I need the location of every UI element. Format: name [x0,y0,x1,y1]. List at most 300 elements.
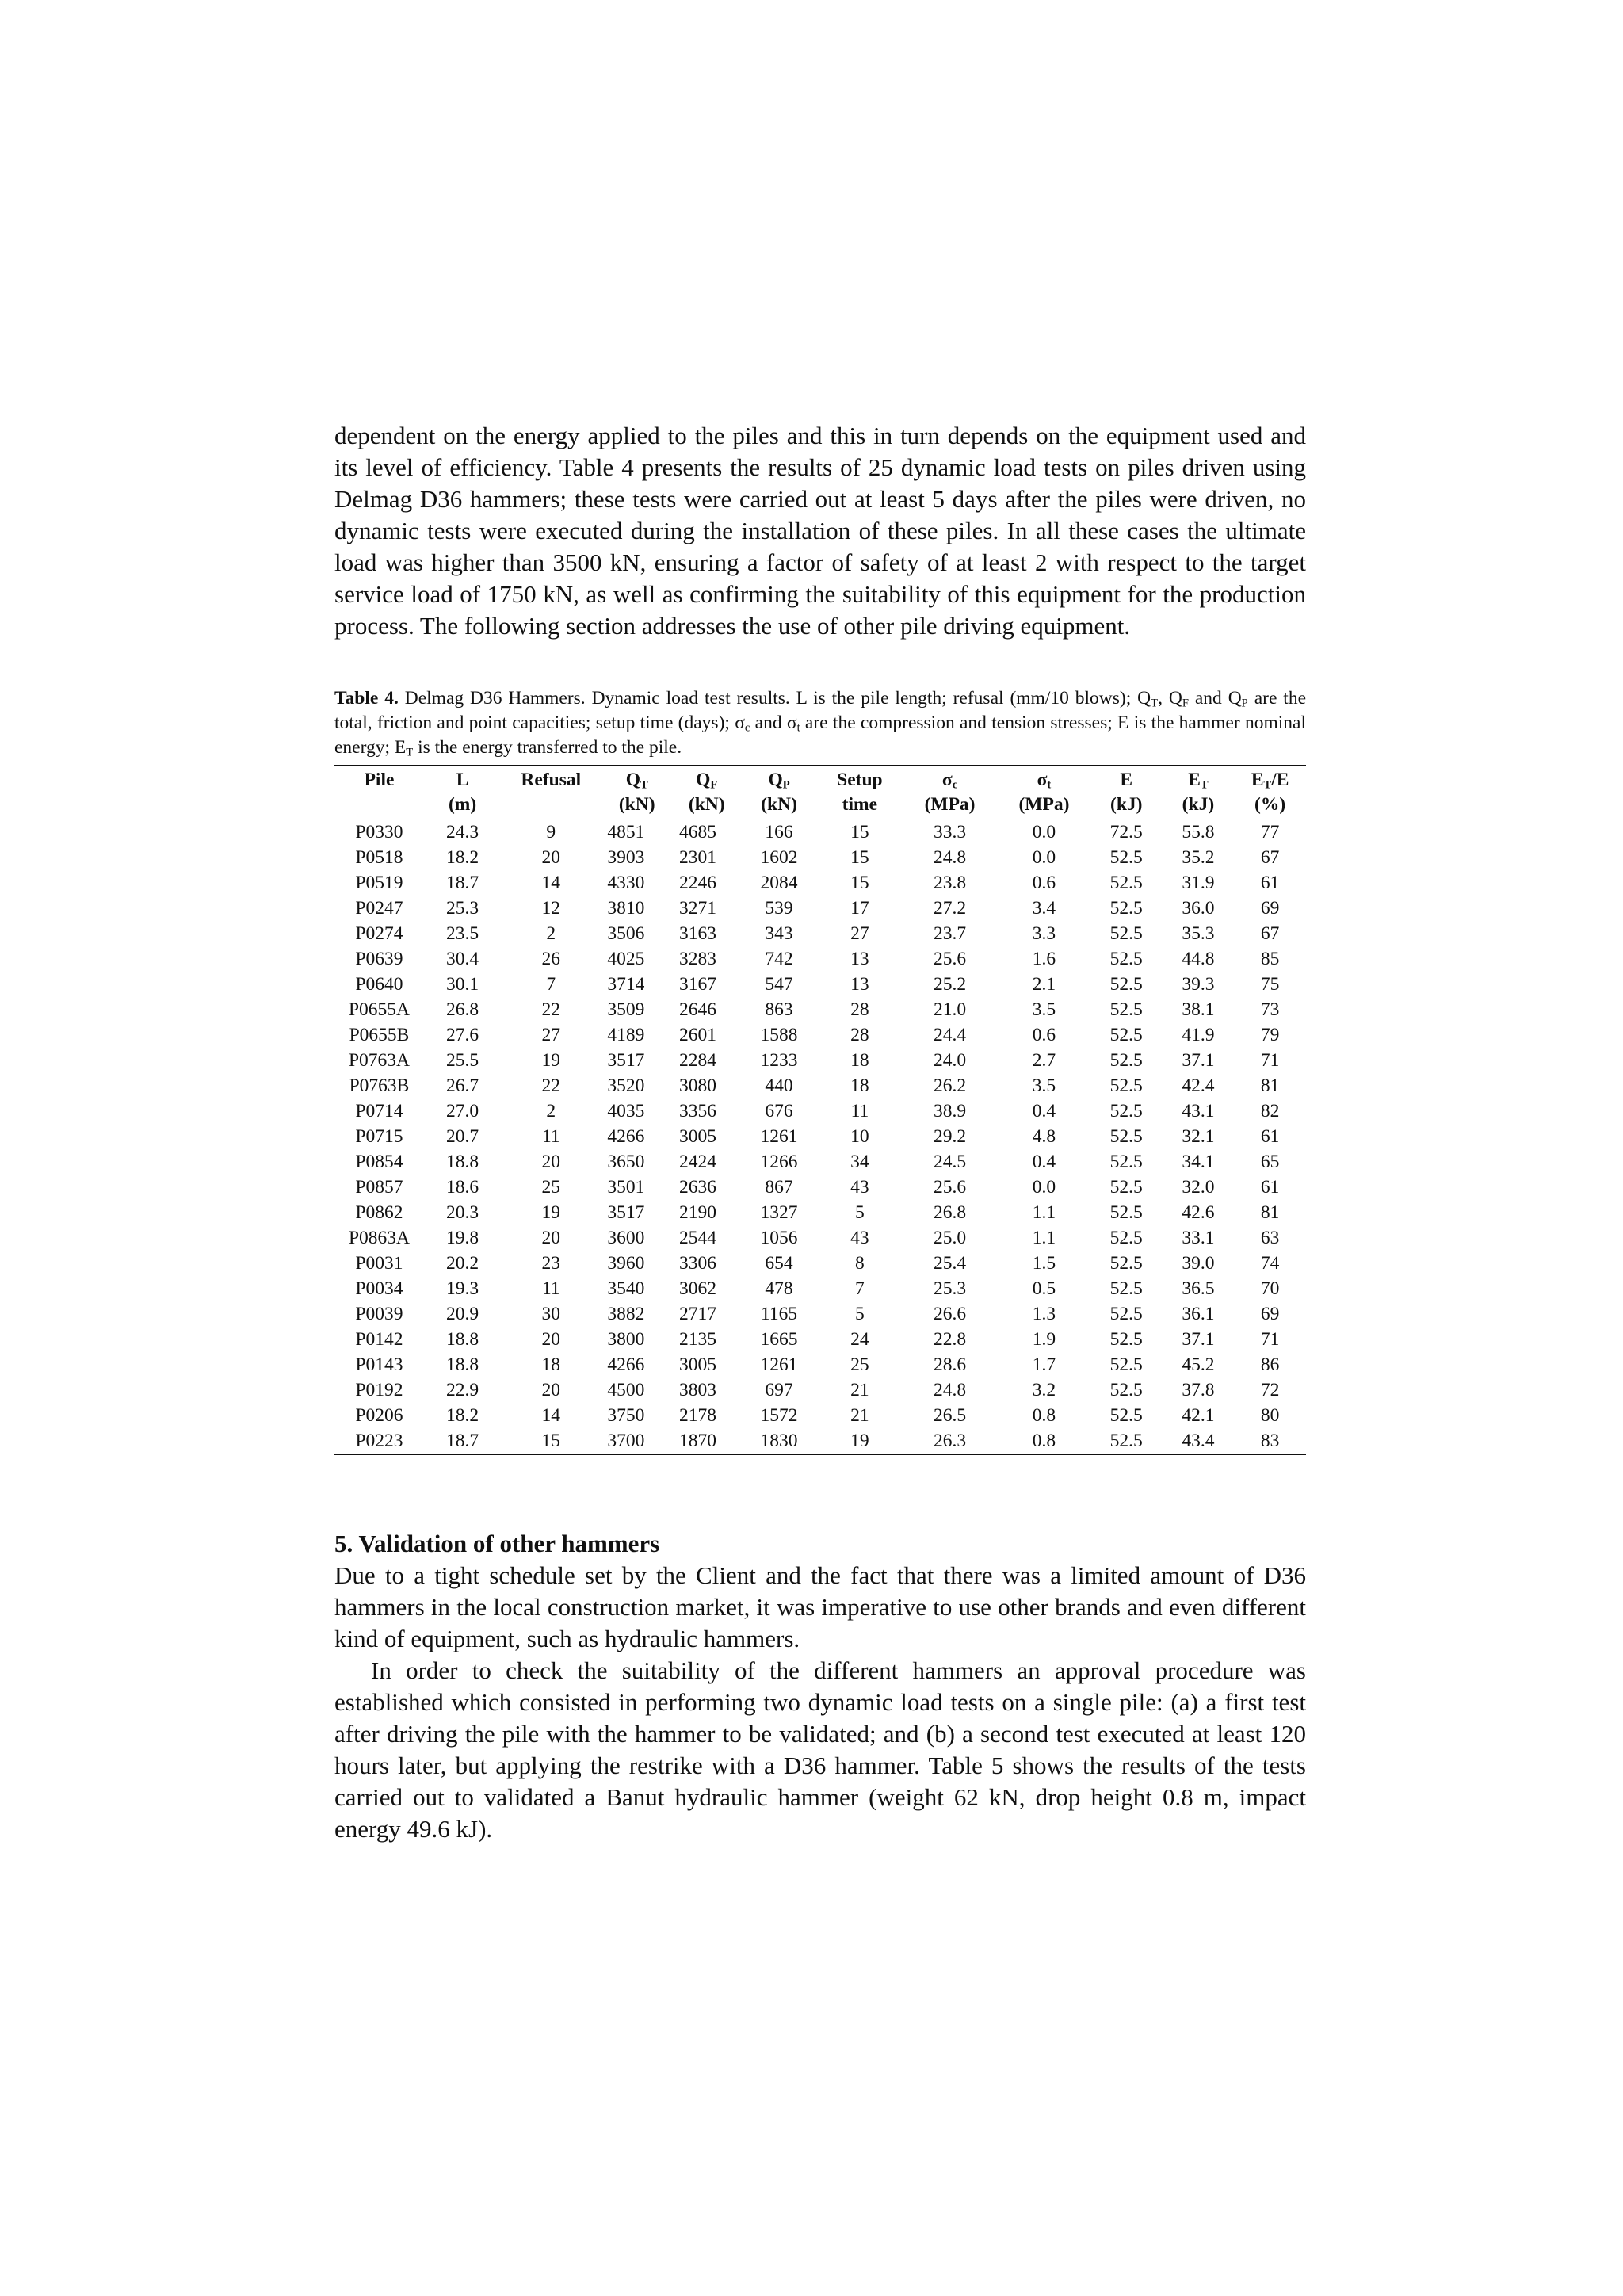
table-cell: 0.8 [998,1428,1090,1454]
table-cell: 29.2 [933,1126,967,1147]
table-cell: 43 [850,1228,869,1248]
table-cell: 34 [850,1152,869,1172]
table-cell: 52.5 [1109,847,1143,868]
table-cell: 1830 [740,1428,817,1454]
table-cell: 28.6 [933,1354,967,1375]
table-cell: 2135 [679,1329,717,1350]
table-cell: 1572 [760,1405,798,1426]
table-cell: 0.8 [1032,1405,1056,1426]
table-row [334,1428,1306,1454]
table-cell: 25 [850,1354,869,1375]
table-cell: 22.8 [933,1329,967,1350]
table-cell: 67 [1260,923,1280,944]
table-caption: Table 4. Delmag D36 Hammers. Dynamic load test results. L is the pile length; refusal (mm/10 blows); $Q_T$, $Q_F$ and $Q_P$ are the total, friction and point capacities; setup time (days); $\sigma_c$ and $\sigma_t$ are the compression and tension stresses; E is the hammer nominal energy; $E_T$ is the energy transferred to the pile. [334,688,1306,759]
table-row [334,1149,1306,1175]
table-cell: P0857 [355,1177,403,1198]
table-cell: 1.9 [1032,1329,1056,1350]
table-row [334,1276,1306,1301]
table-cell: 20 [541,1380,561,1400]
table-body [334,819,1306,1455]
table-cell: 20.9 [446,1304,479,1324]
table-row [334,1377,1306,1403]
table-cell: 3356 [679,1101,717,1121]
table-cell: 17 [850,898,869,919]
table-cell: 71 [1260,1329,1280,1350]
table-cell: P0039 [355,1304,403,1324]
table-cell: 2 [546,923,556,944]
table-cell: 3005 [679,1354,717,1375]
table-cell: 2601 [679,1025,717,1045]
table-cell: 26.2 [933,1075,967,1096]
table-cell: 20 [541,1152,561,1172]
table-cell: 20 [541,1329,561,1350]
table-cell: 23.7 [933,923,967,944]
table-cell: 61 [1260,1126,1280,1147]
table-cell: 3882 [607,1304,645,1324]
col-et: $E_T$ (kJ) [1163,766,1235,819]
table-cell: 2.7 [1032,1050,1056,1071]
table-cell: 3700 [601,1428,673,1454]
table-cell: 37.1 [1182,1050,1215,1071]
table-row [334,1352,1306,1377]
table-cell: 27 [541,1025,561,1045]
table-cell: 81 [1260,1075,1280,1096]
table-cell: 61 [1260,873,1280,893]
table-cell: 52.5 [1109,1075,1143,1096]
table-cell: 14 [541,1405,561,1426]
table-row [334,921,1306,946]
table-cell: 654 [765,1253,793,1274]
table-row [334,1200,1306,1225]
table-cell: 3080 [679,1075,717,1096]
table-cell: 25.3 [446,898,479,919]
table-cell: 25.3 [933,1278,967,1299]
table-row [334,997,1306,1022]
table-cell: 3506 [607,923,645,944]
table-cell: 26.6 [933,1304,967,1324]
table-cell: 5 [855,1304,865,1324]
table-cell: 24.3 [446,822,479,842]
table-cell: 15 [850,847,869,868]
table-cell: 80 [1260,1405,1280,1426]
table-cell: 32.0 [1182,1177,1215,1198]
table-cell: 30 [541,1304,561,1324]
table-cell: 27.6 [446,1025,479,1045]
table-cell: 1.7 [1032,1354,1056,1375]
table-cell: 43.1 [1182,1101,1215,1121]
table-cell: 22 [541,1075,561,1096]
table-cell: 4685 [679,822,717,842]
table-cell: 19 [541,1050,561,1071]
table-cell: 37.8 [1182,1380,1215,1400]
table-cell: 42.1 [1182,1405,1215,1426]
table-cell: 71 [1260,1050,1280,1071]
table-cell: 25.5 [446,1050,479,1071]
table-cell: 1266 [760,1152,798,1172]
table-cell: 61 [1260,1177,1280,1198]
table-row [334,1175,1306,1200]
table-cell: 1.6 [1032,949,1056,969]
table-cell: 1870 [673,1428,740,1454]
table-cell: 15 [501,1428,601,1454]
table-cell: 478 [765,1278,793,1299]
table-cell: 32.1 [1182,1126,1215,1147]
table-cell: 52.5 [1109,1177,1143,1198]
table-cell: 1665 [760,1329,798,1350]
table-cell: 11 [541,1126,560,1147]
table-cell: 4851 [607,822,645,842]
table-cell: 742 [765,949,793,969]
table-cell: 75 [1260,974,1280,995]
table-row [334,845,1306,870]
table-cell: 65 [1260,1152,1280,1172]
table-cell: 52.5 [1109,974,1143,995]
table-row [334,819,1306,846]
table-cell: 77 [1260,822,1280,842]
table-cell: 19.3 [446,1278,479,1299]
table-cell: 38.1 [1182,999,1215,1020]
table-cell: 41.9 [1182,1025,1215,1045]
table-cell: 1.1 [1032,1202,1056,1223]
table-cell: 14 [541,873,561,893]
table-cell: 63 [1260,1228,1280,1248]
table-cell: 52.5 [1109,1405,1143,1426]
table-cell: 52.5 [1109,1025,1143,1045]
table-cell: 86 [1260,1354,1280,1375]
table-cell: 67 [1260,847,1280,868]
table-cell: 24.0 [933,1050,967,1071]
table-cell: 69 [1260,1304,1280,1324]
table-cell: 24 [850,1329,869,1350]
table-cell: 18.8 [446,1329,479,1350]
table-cell: 7 [546,974,556,995]
table-cell: 11 [850,1101,869,1121]
table-cell: 863 [765,999,793,1020]
table-cell: 36.0 [1182,898,1215,919]
col-qp: $Q_P$ (kN) [740,766,817,819]
table-cell: 2178 [679,1405,717,1426]
table-cell: 18 [850,1050,869,1071]
table-cell: 3517 [607,1050,645,1071]
section-paragraph-1: Due to a tight schedule set by the Client and the fact that there was a limited amount of D36 hammers in the local construction market, it was imperative to use other brands and even different kind of equipment, such as hydraulic hammers. [334,1561,1306,1652]
table-cell: 44.8 [1182,949,1215,969]
table-cell: 676 [765,1101,793,1121]
table-row [334,1098,1306,1124]
table-cell: 28 [850,1025,869,1045]
table-cell: 3283 [679,949,717,969]
table-cell: 343 [765,923,793,944]
table-row [334,870,1306,896]
table-cell: 2424 [679,1152,717,1172]
table-cell: 0.4 [1032,1101,1056,1121]
table-cell: P0031 [355,1253,403,1274]
table-cell: 3.3 [1032,923,1056,944]
table-cell: 52.5 [1109,1202,1143,1223]
table-cell: 26.3 [902,1428,998,1454]
table-cell: 24.5 [933,1152,967,1172]
table-cell: 19 [818,1428,902,1454]
table-cell: 79 [1260,1025,1280,1045]
table-cell: 2646 [679,999,717,1020]
section-paragraph-2: In order to check the suitability of the different hammers an approval procedure was established which consisted in performing two dynamic load tests on a single pile: (a) a first test after driving the pile with the hammer to be validated; and (b) a second test executed at least 120 hours later, but applying the restrike with a D36 hammer. Table 5 shows the results of the tests carried out to validated a Banut hydraulic hammer (weight 62 kN, drop height 0.8 m, impact energy 49.6 kJ). [334,1656,1306,1843]
table-cell: 4.8 [1032,1126,1056,1147]
table-cell: 33.1 [1182,1228,1215,1248]
table-cell: 55.8 [1182,822,1215,842]
col-sigma-c: $\sigma_c$ (MPa) [902,766,998,819]
table-cell: 35.3 [1182,923,1215,944]
table-cell: 0.0 [1032,1177,1056,1198]
table-cell: 15 [850,873,869,893]
table-cell: 0.4 [1032,1152,1056,1172]
table-cell: P0330 [355,822,403,842]
table-cell: 25.4 [933,1253,967,1274]
table-row [334,1124,1306,1149]
table-cell: 4266 [607,1126,645,1147]
col-et-e: $E_T/E$ (%) [1234,766,1306,819]
table-cell: 1327 [760,1202,798,1223]
table-cell: 3520 [607,1075,645,1096]
table-row [334,1327,1306,1352]
table-cell: 3163 [679,923,717,944]
table-cell: 23 [541,1253,561,1274]
table-cell: 30.4 [446,949,479,969]
table-cell: 1261 [760,1354,798,1375]
table-cell: 20.2 [446,1253,479,1274]
table-cell: 4330 [607,873,645,893]
table-cell: P0034 [355,1278,403,1299]
table-cell: 74 [1260,1253,1280,1274]
table-cell: 547 [765,974,793,995]
table-cell: 19 [541,1202,561,1223]
table-cell: 2636 [679,1177,717,1198]
table-cell: 25.6 [933,1177,967,1198]
table-cell: 81 [1260,1202,1280,1223]
col-length: L (m) [424,766,501,819]
table-cell: 3960 [607,1253,645,1274]
table-cell: 73 [1260,999,1280,1020]
table-cell: 3271 [679,898,717,919]
page-content [334,420,1306,1845]
table-cell: 18.6 [446,1177,479,1198]
results-table [334,765,1306,1455]
table-cell: 2 [546,1101,556,1121]
table-cell: 69 [1260,898,1280,919]
col-qt: $Q_T$ (kN) [601,766,673,819]
table-cell: 52.5 [1090,1428,1163,1454]
table-row [334,972,1306,997]
table-cell: 25 [541,1177,561,1198]
table-cell: 27.2 [933,898,967,919]
table-cell: P0655B [349,1025,410,1045]
table-cell: 33.3 [933,822,967,842]
table-cell: 3501 [607,1177,645,1198]
table-cell: 15 [850,822,869,842]
table-cell: P0518 [355,847,403,868]
table-cell: 52.5 [1109,1304,1143,1324]
table-cell: 22 [541,999,561,1020]
table-cell: 2190 [679,1202,717,1223]
table-cell: 35.2 [1182,847,1215,868]
table-cell: 3306 [679,1253,717,1274]
table-cell: 24.8 [933,847,967,868]
section-heading: 5. Validation of other hammers [334,1530,660,1557]
table-cell: 3903 [607,847,645,868]
table-cell: 0.6 [1032,1025,1056,1045]
table-cell: 70 [1260,1278,1280,1299]
table-cell: 18 [850,1075,869,1096]
table-cell: 4500 [607,1380,645,1400]
table-row [334,1403,1306,1428]
table-cell: P0206 [355,1405,403,1426]
table-cell: 867 [765,1177,793,1198]
table-cell: P0854 [355,1152,403,1172]
table-cell: 3517 [607,1202,645,1223]
table-cell: P0639 [355,949,403,969]
table-cell: 10 [850,1126,869,1147]
table-cell: 52.5 [1109,898,1143,919]
table-cell: 23.8 [933,873,967,893]
table-cell: 24.8 [933,1380,967,1400]
table-cell: 13 [850,974,869,995]
table-cell: 20.3 [446,1202,479,1223]
table-cell: 3509 [607,999,645,1020]
table-cell: P0763A [348,1050,411,1071]
table-cell: 52.5 [1109,999,1143,1020]
table-cell: 0.0 [1032,822,1056,842]
table-header [334,766,1306,819]
table-cell: 20 [541,847,561,868]
table-row [334,1251,1306,1276]
table-cell: 43 [850,1177,869,1198]
intro-paragraph: dependent on the energy applied to the piles and this in turn depends on the equipment used and its level of efficiency. Table 4 presents the results of 25 dynamic load tests on piles driven using Delmag D36 hammers; these tests were carried out at least 5 days after the piles were driven, no dynamic tests were executed during the installation of these piles. In all these cases the ultimate load was higher than 3500 kN, ensuring a factor of safety of at least 2 with respect to the target service load of 1750 kN, as well as confirming the suitability of this equipment for the production process. The following section addresses the use of other pile driving equipment. [334,422,1306,640]
table-cell: 8 [855,1253,865,1274]
table-cell: P0714 [355,1101,403,1121]
table-cell: 2246 [679,873,717,893]
table-cell: 2.1 [1032,974,1056,995]
table-cell: 52.5 [1109,873,1143,893]
table-cell: 1056 [760,1228,798,1248]
table-cell: 18 [541,1354,561,1375]
table-cell: 26.7 [446,1075,479,1096]
table-cell: 2284 [679,1050,717,1071]
table-cell: 21 [850,1405,869,1426]
table-cell: 0.0 [1032,847,1056,868]
table-cell: 18.7 [446,873,479,893]
table-cell: 52.5 [1109,1050,1143,1071]
table-cell: 26.5 [933,1405,967,1426]
table-cell: 39.0 [1182,1253,1215,1274]
table-cell: 166 [765,822,793,842]
table-cell: 36.1 [1182,1304,1215,1324]
table-cell: 52.5 [1109,1101,1143,1121]
col-qf: $Q_F$ (kN) [673,766,740,819]
table-cell: 1.5 [1032,1253,1056,1274]
table-cell: P0715 [355,1126,403,1147]
table-cell: 39.3 [1182,974,1215,995]
table-cell: 25.0 [933,1228,967,1248]
table-cell: 1.1 [1032,1228,1056,1248]
table-cell: 1588 [760,1025,798,1045]
table-row [334,946,1306,972]
table-cell: 20 [541,1228,561,1248]
table-cell: 1.3 [1032,1304,1056,1324]
table-cell: P0223 [334,1428,424,1454]
table-cell: 31.9 [1182,873,1215,893]
table-cell: 2084 [760,873,798,893]
table-cell: P0274 [355,923,403,944]
table-cell: 13 [850,949,869,969]
table-cell: 1165 [760,1304,798,1324]
table-cell: 18.2 [446,847,479,868]
table-cell: 7 [855,1278,865,1299]
table-cell: 28 [850,999,869,1020]
table-cell: 2717 [679,1304,717,1324]
table-cell: 26.8 [446,999,479,1020]
table-cell: 22.9 [446,1380,479,1400]
table-cell: 30.1 [446,974,479,995]
table-cell: 27.0 [446,1101,479,1121]
table-cell: 11 [541,1278,560,1299]
table-cell: 52.5 [1109,1354,1143,1375]
table-cell: 3062 [679,1278,717,1299]
table-cell: 23.5 [446,923,479,944]
table-cell: 34.1 [1182,1152,1215,1172]
table-cell: 24.4 [933,1025,967,1045]
table-cell: 3750 [607,1405,645,1426]
table-row [334,1022,1306,1048]
table-cell: 4035 [607,1101,645,1121]
table-cell: 52.5 [1109,923,1143,944]
table-cell: 85 [1260,949,1280,969]
table-cell: P0862 [355,1202,403,1223]
table-cell: P0763B [349,1075,410,1096]
table-row [334,1073,1306,1098]
table-cell: 38.9 [933,1101,967,1121]
table-cell: 36.5 [1182,1278,1215,1299]
table-cell: P0863A [348,1228,411,1248]
table-cell: 42.4 [1182,1075,1215,1096]
table-cell: P0519 [355,873,403,893]
table-cell: 1233 [760,1050,798,1071]
col-pile: Pile [334,766,424,819]
table-cell: 52.5 [1109,949,1143,969]
table-cell: 52.5 [1109,1126,1143,1147]
table-cell: 0.5 [1032,1278,1056,1299]
table-cell: 2301 [679,847,717,868]
table-cell: 3800 [607,1329,645,1350]
table-cell: 42.6 [1182,1202,1215,1223]
table-cell: 26 [541,949,561,969]
table-cell: 52.5 [1109,1278,1143,1299]
table-cell: 3.4 [1032,898,1056,919]
table-cell: 21 [850,1380,869,1400]
table-cell: 1261 [760,1126,798,1147]
caption-label: Table 4. [334,688,399,709]
table-cell: 4025 [607,949,645,969]
table-cell: 25.6 [933,949,967,969]
table-cell: 3.5 [1032,999,1056,1020]
table-cell: 2544 [679,1228,717,1248]
table-cell: P0655A [348,999,411,1020]
table-cell: 4189 [607,1025,645,1045]
table-cell: 18.8 [446,1354,479,1375]
table-cell: 1602 [760,847,798,868]
table-cell: 26.8 [933,1202,967,1223]
table-cell: P0247 [355,898,403,919]
table-cell: 52.5 [1109,1228,1143,1248]
table-cell: P0142 [355,1329,403,1350]
table-cell: 3803 [679,1380,717,1400]
